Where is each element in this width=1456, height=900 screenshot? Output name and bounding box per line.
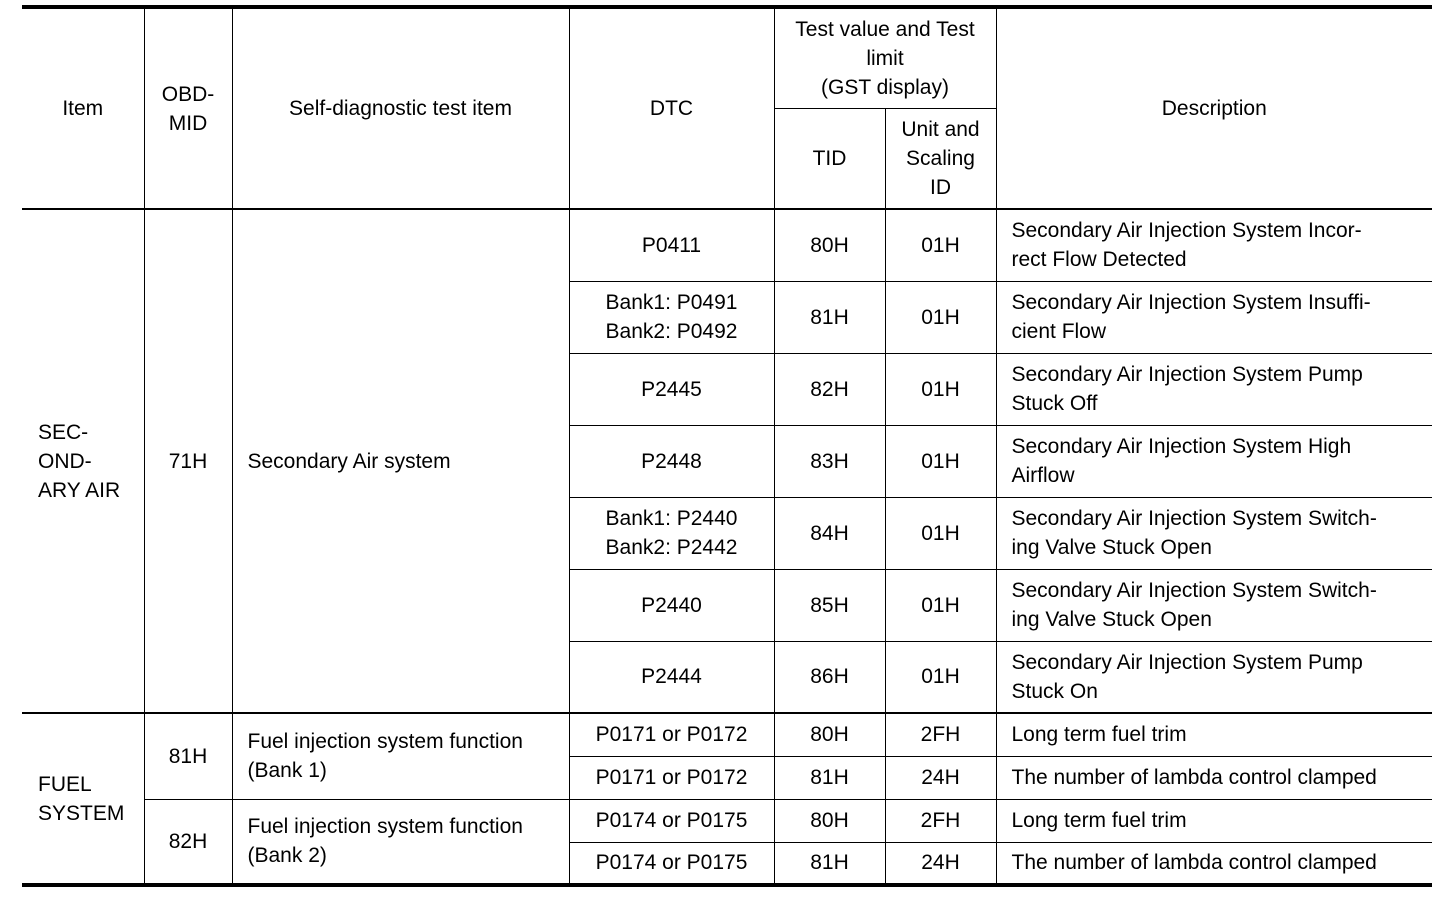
dtc-cell: P2448 bbox=[569, 425, 774, 497]
description-cell: Long term fuel trim bbox=[996, 799, 1432, 842]
item-secondary-air: SEC- OND- ARY AIR bbox=[22, 209, 144, 713]
dtc-cell: P0411 bbox=[569, 209, 774, 281]
obd-test-table bbox=[22, 5, 1432, 887]
header-self-diagnostic-test-item: Self-diagnostic test item bbox=[232, 7, 569, 209]
unit-scaling-cell: 01H bbox=[885, 569, 996, 641]
header-item: Item bbox=[22, 7, 144, 209]
tid-cell: 81H bbox=[774, 842, 885, 885]
tid-cell: 80H bbox=[774, 713, 885, 756]
unit-scaling-cell: 01H bbox=[885, 281, 996, 353]
dtc-cell: P2440 bbox=[569, 569, 774, 641]
dtc-cell: P0174 or P0175 bbox=[569, 799, 774, 842]
unit-scaling-cell: 01H bbox=[885, 641, 996, 713]
header-obd-mid: OBD- MID bbox=[144, 7, 232, 209]
unit-scaling-cell: 2FH bbox=[885, 713, 996, 756]
dtc-cell: Bank1: P2440 Bank2: P2442 bbox=[569, 497, 774, 569]
header-dtc: DTC bbox=[569, 7, 774, 209]
dtc-cell: P2445 bbox=[569, 353, 774, 425]
tid-cell: 81H bbox=[774, 281, 885, 353]
tid-cell: 80H bbox=[774, 209, 885, 281]
dtc-cell: P2444 bbox=[569, 641, 774, 713]
dtc-cell: P0171 or P0172 bbox=[569, 756, 774, 799]
unit-scaling-cell: 2FH bbox=[885, 799, 996, 842]
test-item-fuel-bank1: Fuel injection system function (Bank 1) bbox=[232, 713, 569, 799]
unit-scaling-cell: 01H bbox=[885, 353, 996, 425]
unit-scaling-cell: 01H bbox=[885, 425, 996, 497]
unit-scaling-cell: 24H bbox=[885, 756, 996, 799]
dtc-cell: P0171 or P0172 bbox=[569, 713, 774, 756]
header-test-value: Test value and Test limit (GST display) bbox=[774, 7, 996, 108]
obd-mid-82h: 82H bbox=[144, 799, 232, 885]
dtc-cell: Bank1: P0491 Bank2: P0492 bbox=[569, 281, 774, 353]
test-item-fuel-bank2: Fuel injection system function (Bank 2) bbox=[232, 799, 569, 885]
obd-mid-81h: 81H bbox=[144, 713, 232, 799]
description-cell: Secondary Air Injection System Incor- rect Flow Detected bbox=[996, 209, 1432, 281]
header-description: Description bbox=[996, 7, 1432, 209]
tid-cell: 82H bbox=[774, 353, 885, 425]
tid-cell: 83H bbox=[774, 425, 885, 497]
tid-cell: 85H bbox=[774, 569, 885, 641]
unit-scaling-cell: 24H bbox=[885, 842, 996, 885]
description-cell: The number of lambda control clamped bbox=[996, 756, 1432, 799]
tid-cell: 86H bbox=[774, 641, 885, 713]
header-unit-scaling-id: Unit and Scaling ID bbox=[885, 108, 996, 209]
unit-scaling-cell: 01H bbox=[885, 497, 996, 569]
description-cell: Secondary Air Injection System Switch- ing Valve Stuck Open bbox=[996, 569, 1432, 641]
description-cell: Secondary Air Injection System Switch- ing Valve Stuck Open bbox=[996, 497, 1432, 569]
item-fuel-system: FUEL SYSTEM bbox=[22, 713, 144, 885]
description-cell: Secondary Air Injection System Pump Stuck On bbox=[996, 641, 1432, 713]
dtc-cell: P0174 or P0175 bbox=[569, 842, 774, 885]
unit-scaling-cell: 01H bbox=[885, 209, 996, 281]
obd-mid-71h: 71H bbox=[144, 209, 232, 713]
description-cell: The number of lambda control clamped bbox=[996, 842, 1432, 885]
test-item-secondary-air: Secondary Air system bbox=[232, 209, 569, 713]
tid-cell: 81H bbox=[774, 756, 885, 799]
tid-cell: 84H bbox=[774, 497, 885, 569]
description-cell: Secondary Air Injection System High Airflow bbox=[996, 425, 1432, 497]
header-tid: TID bbox=[774, 108, 885, 209]
description-cell: Secondary Air Injection System Pump Stuck Off bbox=[996, 353, 1432, 425]
description-cell: Secondary Air Injection System Insuffi- cient Flow bbox=[996, 281, 1432, 353]
description-cell: Long term fuel trim bbox=[996, 713, 1432, 756]
tid-cell: 80H bbox=[774, 799, 885, 842]
